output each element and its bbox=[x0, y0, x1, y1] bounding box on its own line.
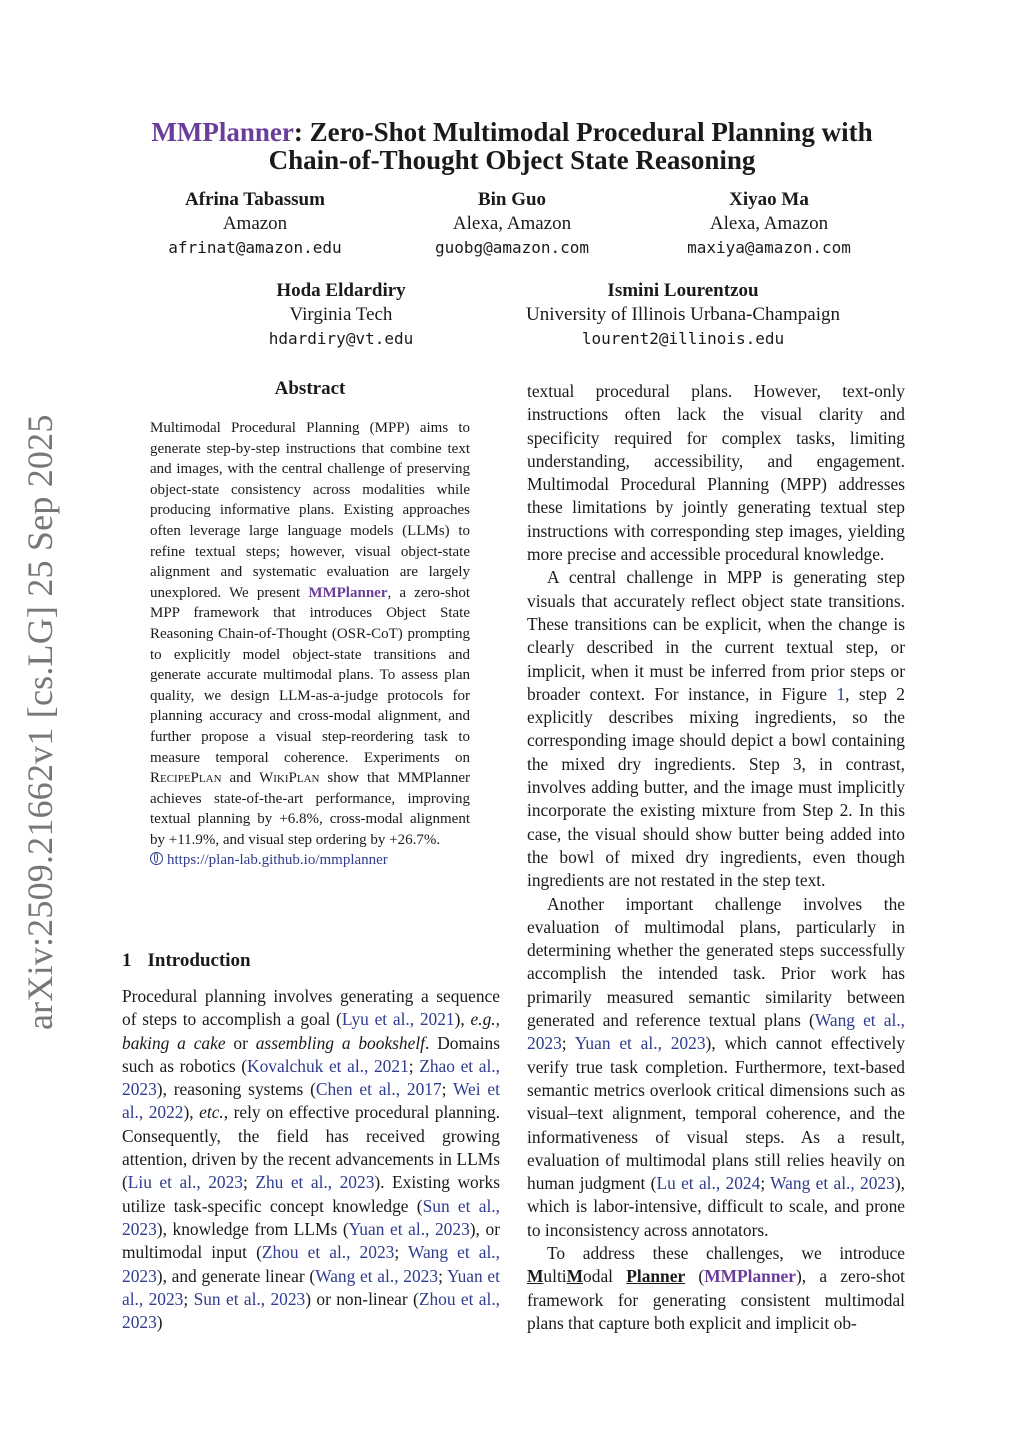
paragraph-text: Another important challenge involves the evaluation of multimodal plans, particularly in determining whether the generated steps successfully accomplish the intended task. Prior work has primarily measured semantic similarity between generated and reference textual plans ( bbox=[527, 893, 905, 1031]
acronym-letter: M bbox=[566, 1266, 584, 1287]
emphasis-text: etc. bbox=[199, 1102, 224, 1123]
author-name: Hoda Eldardiry bbox=[276, 280, 406, 301]
paper-title bbox=[110, 118, 914, 174]
author-name: Bin Guo bbox=[477, 189, 547, 210]
title-brand: MMPlanner bbox=[151, 117, 294, 147]
citation-link[interactable]: Sun et al., 2023 bbox=[122, 1195, 500, 1239]
paragraph-text: ; bbox=[438, 1265, 447, 1286]
citation-link[interactable]: Sun et al., 2023 bbox=[193, 1288, 306, 1309]
author-block bbox=[226, 279, 456, 351]
author-affiliation: Alexa, Amazon bbox=[709, 213, 829, 234]
intro-paragraph bbox=[527, 893, 905, 1242]
section-number: 1 bbox=[122, 950, 132, 971]
citation-link[interactable]: Yuan et al., 2023 bbox=[348, 1218, 470, 1239]
paragraph-text: ), or multimodal input ( bbox=[122, 1218, 500, 1263]
citation-link[interactable]: Zhou et al., 2023 bbox=[122, 1288, 501, 1333]
paragraph-text: ; bbox=[408, 1055, 420, 1076]
citation-link[interactable]: Zhao et al., 2023 bbox=[122, 1055, 500, 1100]
paragraph-text: ) or non-linear ( bbox=[305, 1288, 419, 1309]
paragraph-text: ), and generate linear ( bbox=[156, 1265, 316, 1286]
acronym-letter: M bbox=[527, 1266, 544, 1287]
title-line1: : Zero-Shot Multimodal Procedural Planning with bbox=[293, 117, 873, 147]
paragraph-text: ), reasoning systems ( bbox=[156, 1079, 316, 1100]
paragraph-text: ; bbox=[394, 1242, 408, 1263]
abstract-body bbox=[150, 418, 470, 871]
paragraph-text: ), bbox=[454, 1009, 471, 1030]
citation-link[interactable]: Yuan et al., 2023 bbox=[122, 1265, 500, 1309]
author-block bbox=[140, 188, 370, 260]
author-email[interactable]: afrinat@amazon.edu bbox=[168, 238, 342, 257]
figure-ref-link[interactable]: 1 bbox=[836, 683, 846, 704]
abstract-brand: MMPlanner bbox=[308, 584, 388, 601]
section-title: Introduction bbox=[147, 950, 251, 971]
globe-icon bbox=[150, 852, 163, 865]
section-heading bbox=[122, 950, 251, 972]
paragraph-text: or bbox=[225, 1032, 256, 1053]
intro-paragraph: textual procedural plans. However, text-only instructions often lack the visual clarity and specificity required for complex tasks, limiting understanding, accessibility, and engagement. Multimodal Procedural Planning (MPP) addresses these limitations by jointly generating textual step instructions with corresponding step images, yielding more precise and accessible procedural knowledge. bbox=[527, 381, 905, 565]
paragraph-text: ) bbox=[156, 1312, 163, 1333]
abstract-heading: Abstract bbox=[274, 378, 346, 399]
paragraph-text: ), which cannot effectively verify true task completion. Furthermore, text-based semantic metrics overlook critical dimensions such as visual–text alignment, temporal coherence, and the informativeness of visual steps. As a result, evaluation of multimodal plans still relies heavily on human judgment ( bbox=[527, 1033, 905, 1194]
paragraph-text: ), knowledge from LLMs ( bbox=[156, 1218, 349, 1239]
citation-link[interactable]: Chen et al., 2017 bbox=[315, 1079, 442, 1100]
abstract-text: , a zero-shot MPP framework that introduces Object State Reasoning Chain-of-Thought (OSR-CoT) prompting to explicitly model object-state transitions and generate accurate multimodal plans. To assess plan quality, we design LLM-as-a-judge protocols for planning accuracy and cross-modal alignment, and further propose a visual step-reordering task to measure temporal coherence. Experiments on bbox=[150, 584, 470, 766]
author-email[interactable]: maxiya@amazon.com bbox=[687, 238, 851, 257]
paragraph-text: A central challenge in MPP is generating step visuals that accurately reflect object state transitions. These transitions can be explicit, when the change is clearly described in the current textual step, or implicit, when it must be inferred from prior steps or broader context. For instance, in Figure bbox=[527, 567, 905, 704]
intro-paragraph bbox=[527, 1242, 905, 1335]
arxiv-side-label: arXiv:2509.21662v1 [cs.LG] 25 Sep 2025 bbox=[20, 414, 60, 1030]
intro-right-column bbox=[527, 380, 905, 1335]
title-line2: Chain-of-Thought Object State Reasoning bbox=[268, 145, 756, 175]
paragraph-text: Procedural planning involves generating a sequence of steps to accomplish a goal ( bbox=[122, 986, 500, 1030]
paragraph-text: To address these challenges, we introduce bbox=[547, 1242, 905, 1263]
citation-link[interactable]: Zhu et al., 2023 bbox=[255, 1172, 375, 1193]
paragraph-text: odal bbox=[583, 1266, 627, 1287]
citation-link[interactable]: Liu et al., 2023 bbox=[127, 1172, 243, 1193]
paragraph-text: ; bbox=[561, 1033, 575, 1054]
paragraph-text: , step 2 explicitly describes mixing ingredients, so the corresponding image should depict a bowl containing the mixed dry ingredients. Step 3, in contrast, involves adding butter, and the image must implicitly incorporate the existing mixture from Step 2. In this case, the visual should show butter being added into the bowl of mixed dry ingredients, even though ingredients are not restated in the step text. bbox=[527, 683, 905, 891]
author-name: Afrina Tabassum bbox=[185, 189, 325, 210]
paragraph-text: ; bbox=[441, 1079, 454, 1100]
project-url-link[interactable]: https://plan-lab.github.io/mmplanner bbox=[167, 852, 388, 869]
paragraph-text: ulti bbox=[543, 1266, 567, 1287]
acronym-letter: Planner bbox=[626, 1266, 686, 1287]
abstract-text: Multimodal Procedural Planning (MPP) aims to generate step-by-step instructions that combine text and images, with the central challenge of preserving object-state consistency across modalities while producing informative plans. Existing approaches often leverage large language models (LLMs) to refine textual steps; however, visual object-state alignment and systematic evaluation are largely unexplored. We present bbox=[150, 420, 470, 601]
author-affiliation: Amazon bbox=[222, 213, 288, 234]
paragraph-text: ), bbox=[183, 1102, 200, 1123]
intro-left-column bbox=[122, 985, 500, 1334]
author-name: Xiyao Ma bbox=[729, 189, 809, 210]
paragraph-text: ; bbox=[760, 1173, 771, 1194]
citation-link[interactable]: Yuan et al., 2023 bbox=[574, 1033, 706, 1054]
paragraph-text: ( bbox=[685, 1266, 705, 1287]
citation-link[interactable]: Wang et al., 2023 bbox=[122, 1242, 500, 1286]
emphasis-text: assembling a bookshelf bbox=[255, 1032, 426, 1053]
framework-name: MMPlanner bbox=[704, 1266, 796, 1287]
author-email[interactable]: hdardiry@vt.edu bbox=[268, 329, 414, 348]
citation-link[interactable]: Wang et al., 2023 bbox=[527, 1010, 906, 1054]
paragraph-text: ), which is labor-intensive, difficult to scale, and prone to inconsistency across annotators. bbox=[527, 1173, 905, 1240]
citation-link[interactable]: Wei et al., 2022 bbox=[122, 1079, 500, 1123]
paragraph-text: ; bbox=[243, 1172, 256, 1193]
citation-link[interactable]: Lyu et al., 2021 bbox=[341, 1009, 455, 1030]
citation-link[interactable]: Wang et al., 2023 bbox=[770, 1173, 895, 1194]
dataset-name: WikiPlan bbox=[259, 770, 320, 787]
dataset-name: RecipePlan bbox=[150, 770, 222, 787]
author-affiliation: Virginia Tech bbox=[289, 304, 393, 325]
author-block bbox=[397, 188, 627, 260]
paragraph-text: , rely on effective procedural planning. Consequently, the field has received growing attention, driven by the recent advancements in LLMs ( bbox=[122, 1102, 500, 1193]
citation-link[interactable]: Kovalchuk et al., 2021 bbox=[247, 1055, 409, 1076]
author-block bbox=[488, 279, 878, 351]
paragraph-text: ). Existing works utilize task-specific concept knowledge ( bbox=[122, 1172, 500, 1216]
author-email[interactable]: lourent2@illinois.edu bbox=[581, 329, 785, 348]
intro-paragraph bbox=[527, 566, 905, 892]
abstract-text: show that MMPlanner achieves state-of-the-art performance, improving textual planning by +6.8%, cross-modal alignment by +11.9%, and visual step ordering by +26.7%. bbox=[150, 770, 470, 848]
citation-link[interactable]: Lu et al., 2024 bbox=[656, 1173, 761, 1194]
citation-link[interactable]: Wang et al., 2023 bbox=[315, 1265, 439, 1286]
abstract-text: and bbox=[221, 770, 260, 787]
paragraph-text: ), a zero-shot framework for generating consistent multimodal plans that capture both explicit and implicit ob- bbox=[527, 1266, 906, 1333]
author-affiliation: University of Illinois Urbana-Champaign bbox=[526, 304, 840, 325]
paragraph-text: ; bbox=[183, 1288, 194, 1309]
emphasis-text: e.g., baking a cake bbox=[122, 1009, 500, 1053]
author-block bbox=[654, 188, 884, 260]
paragraph-text: . Domains such as robotics ( bbox=[122, 1032, 500, 1076]
author-name: Ismini Lourentzou bbox=[607, 280, 759, 301]
intro-paragraph bbox=[122, 985, 500, 1334]
author-affiliation: Alexa, Amazon bbox=[452, 213, 572, 234]
citation-link[interactable]: Zhou et al., 2023 bbox=[261, 1242, 395, 1263]
author-email[interactable]: guobg@amazon.com bbox=[434, 238, 590, 257]
